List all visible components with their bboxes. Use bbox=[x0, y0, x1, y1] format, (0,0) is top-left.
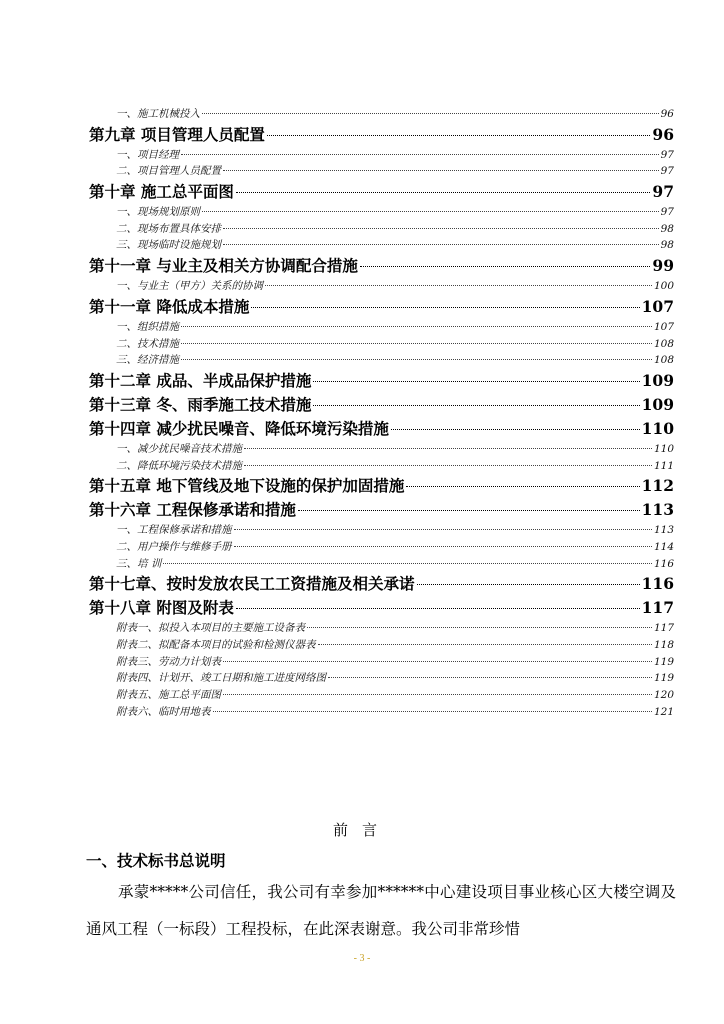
toc-leader-dots bbox=[163, 562, 652, 564]
toc-entry-title: 二、现场布置具体安排 bbox=[116, 222, 221, 235]
toc-entry-page: 98 bbox=[660, 222, 674, 235]
toc-chapter-entry[interactable] bbox=[89, 180, 674, 204]
toc-item-entry[interactable] bbox=[89, 441, 674, 458]
toc-leader-dots bbox=[313, 380, 639, 382]
toc-entry-title: 三、现场临时设施规划 bbox=[116, 239, 221, 252]
toc-entry-title: 第十五章 地下管线及地下设施的保护加固措施 bbox=[89, 476, 405, 496]
toc-item-entry[interactable] bbox=[89, 556, 674, 573]
toc-leader-dots bbox=[267, 134, 651, 136]
toc-entry-page: 118 bbox=[653, 639, 674, 651]
toc-item-entry[interactable] bbox=[89, 278, 674, 295]
toc-item-entry[interactable] bbox=[89, 539, 674, 556]
toc-entry-title: 附表四、计划开、竣工日期和施工进度网络图 bbox=[116, 672, 326, 685]
toc-entry-page: 97 bbox=[660, 206, 674, 219]
toc-entry-title: 附表三、劳动力计划表 bbox=[116, 655, 221, 668]
toc-entry-title: 二、技术措施 bbox=[116, 337, 179, 350]
toc-leader-dots bbox=[391, 428, 640, 430]
toc-item-entry[interactable] bbox=[89, 637, 674, 654]
toc-entry-page: 120 bbox=[653, 689, 674, 702]
toc-entry-title: 附表五、施工总平面图 bbox=[116, 689, 221, 702]
toc-leader-dots bbox=[234, 528, 652, 530]
toc-entry-title: 一、施工机械投入 bbox=[116, 108, 200, 120]
toc-chapter-entry[interactable] bbox=[89, 498, 674, 522]
toc-leader-dots bbox=[406, 485, 639, 487]
toc-entry-page: 109 bbox=[641, 394, 674, 414]
toc-leader-dots bbox=[223, 693, 652, 695]
toc-entry-page: 117 bbox=[653, 622, 674, 635]
section-heading: 一、技术标书总说明 bbox=[86, 852, 226, 870]
toc-item-entry[interactable] bbox=[89, 687, 674, 704]
table-of-contents bbox=[89, 106, 674, 720]
toc-leader-dots bbox=[244, 464, 652, 466]
toc-leader-dots bbox=[244, 447, 652, 449]
toc-entry-title: 一、工程保修承诺和措施 bbox=[116, 524, 232, 537]
toc-entry-title: 三、经济措施 bbox=[116, 354, 179, 367]
toc-chapter-entry[interactable] bbox=[89, 417, 674, 441]
toc-entry-page: 116 bbox=[641, 574, 674, 594]
toc-entry-page: 114 bbox=[653, 540, 674, 553]
toc-entry-page: 109 bbox=[641, 370, 674, 390]
toc-entry-title: 附表二、拟配备本项目的试验和检测仪器表 bbox=[116, 639, 316, 651]
toc-entry-page: 111 bbox=[653, 459, 674, 472]
toc-entry-title: 第十四章 减少扰民噪音、降低环境污染措施 bbox=[89, 418, 389, 438]
toc-entry-title: 二、项目管理人员配置 bbox=[116, 165, 221, 178]
toc-leader-dots bbox=[223, 660, 652, 662]
toc-entry-title: 二、用户操作与维修手册 bbox=[116, 540, 232, 553]
toc-entry-title: 一、组织措施 bbox=[116, 320, 179, 333]
toc-entry-page: 107 bbox=[641, 296, 674, 316]
toc-entry-title: 第十六章 工程保修承诺和措施 bbox=[89, 500, 296, 520]
toc-chapter-entry[interactable] bbox=[89, 254, 674, 278]
toc-entry-page: 96 bbox=[652, 124, 674, 144]
toc-item-entry[interactable] bbox=[89, 522, 674, 539]
toc-entry-title: 第十七章、按时发放农民工工资措施及相关承诺 bbox=[89, 574, 415, 594]
toc-entry-page: 97 bbox=[652, 182, 674, 202]
toc-leader-dots bbox=[202, 112, 659, 114]
toc-item-entry[interactable] bbox=[89, 147, 674, 164]
toc-leader-dots bbox=[236, 607, 640, 609]
toc-leader-dots bbox=[251, 306, 639, 308]
toc-item-entry[interactable] bbox=[89, 163, 674, 180]
toc-entry-title: 附表一、拟投入本项目的主要施工设备表 bbox=[116, 622, 305, 635]
foreword-title: 前言 bbox=[332, 821, 391, 839]
toc-item-entry[interactable] bbox=[89, 620, 674, 637]
toc-leader-dots bbox=[181, 153, 659, 155]
toc-chapter-entry[interactable] bbox=[89, 369, 674, 393]
toc-leader-dots bbox=[181, 358, 652, 360]
toc-leader-dots bbox=[181, 325, 652, 327]
toc-entry-title: 一、与业主（甲方）关系的协调 bbox=[116, 280, 263, 293]
toc-leader-dots bbox=[318, 643, 652, 645]
toc-entry-page: 110 bbox=[653, 442, 674, 455]
toc-entry-page: 108 bbox=[653, 337, 674, 350]
toc-entry-title: 一、减少扰民噪音技术措施 bbox=[116, 442, 242, 455]
toc-entry-title: 一、现场规划原则 bbox=[116, 206, 200, 219]
toc-entry-page: 110 bbox=[641, 418, 674, 438]
toc-entry-title: 第十三章 冬、雨季施工技术措施 bbox=[89, 394, 312, 414]
body-paragraph: 承蒙*****公司信任，我公司有幸参加******中心建设项目事业核心区大楼空调及通风工程（一标段）工程投标，在此深表谢意。我公司非常珍惜 bbox=[86, 883, 676, 938]
toc-leader-dots bbox=[360, 265, 651, 267]
toc-entry-page: 113 bbox=[653, 524, 674, 537]
toc-item-entry[interactable] bbox=[89, 654, 674, 671]
toc-entry-title: 三、培 训 bbox=[116, 557, 162, 570]
toc-leader-dots bbox=[213, 710, 652, 712]
toc-leader-dots bbox=[298, 509, 640, 511]
toc-leader-dots bbox=[181, 342, 652, 344]
toc-leader-dots bbox=[265, 284, 652, 286]
toc-chapter-entry[interactable] bbox=[89, 596, 674, 620]
toc-item-entry[interactable] bbox=[89, 704, 674, 721]
toc-chapter-entry[interactable] bbox=[89, 572, 674, 596]
toc-entry-title: 一、项目经理 bbox=[116, 148, 179, 161]
toc-entry-title: 附表六、临时用地表 bbox=[116, 705, 211, 718]
toc-entry-page: 117 bbox=[641, 598, 674, 618]
toc-item-entry[interactable] bbox=[89, 319, 674, 336]
toc-entry-title: 第九章 项目管理人员配置 bbox=[89, 124, 265, 144]
toc-leader-dots bbox=[223, 243, 659, 245]
toc-leader-dots bbox=[313, 404, 639, 406]
toc-leader-dots bbox=[236, 191, 651, 193]
toc-item-entry[interactable] bbox=[89, 336, 674, 353]
toc-entry-page: 96 bbox=[660, 108, 674, 120]
toc-entry-page: 119 bbox=[653, 655, 674, 668]
toc-entry-page: 100 bbox=[653, 280, 674, 293]
toc-item-entry[interactable] bbox=[89, 221, 674, 238]
toc-chapter-entry[interactable] bbox=[89, 393, 674, 417]
toc-entry-page: 113 bbox=[641, 500, 674, 520]
toc-entry-page: 97 bbox=[660, 165, 674, 178]
toc-leader-dots bbox=[417, 583, 640, 585]
toc-leader-dots bbox=[234, 545, 652, 547]
toc-entry-page: 116 bbox=[653, 557, 674, 570]
toc-item-entry[interactable] bbox=[89, 204, 674, 221]
toc-item-entry[interactable] bbox=[89, 237, 674, 254]
toc-chapter-entry[interactable] bbox=[89, 123, 674, 147]
toc-leader-dots bbox=[328, 676, 652, 678]
toc-item-entry[interactable] bbox=[89, 670, 674, 687]
toc-entry-title: 第十八章 附图及附表 bbox=[89, 598, 234, 618]
toc-item-entry[interactable] bbox=[89, 352, 674, 369]
page-number: - 3 - bbox=[353, 953, 371, 964]
toc-leader-dots bbox=[202, 210, 659, 212]
toc-entry-title: 第十章 施工总平面图 bbox=[89, 182, 234, 202]
toc-chapter-entry[interactable] bbox=[89, 474, 674, 498]
toc-entry-page: 112 bbox=[641, 476, 674, 496]
toc-entry-page: 121 bbox=[653, 705, 674, 718]
toc-entry-page: 98 bbox=[660, 239, 674, 252]
toc-leader-dots bbox=[223, 169, 659, 171]
toc-entry-page: 107 bbox=[653, 320, 674, 333]
toc-item-entry[interactable] bbox=[89, 458, 674, 475]
toc-entry-page: 99 bbox=[652, 256, 674, 276]
toc-entry-page: 108 bbox=[653, 354, 674, 367]
toc-entry-title: 第十二章 成品、半成品保护措施 bbox=[89, 370, 312, 390]
toc-item-entry[interactable] bbox=[89, 106, 674, 123]
toc-entry-title: 第十一章 与业主及相关方协调配合措施 bbox=[89, 256, 358, 276]
toc-leader-dots bbox=[307, 626, 652, 628]
toc-entry-page: 119 bbox=[653, 672, 674, 685]
toc-entry-title: 第十一章 降低成本措施 bbox=[89, 296, 250, 316]
toc-chapter-entry[interactable] bbox=[89, 295, 674, 319]
toc-entry-page: 97 bbox=[660, 148, 674, 161]
toc-entry-title: 二、降低环境污染技术措施 bbox=[116, 459, 242, 472]
toc-leader-dots bbox=[223, 227, 659, 229]
